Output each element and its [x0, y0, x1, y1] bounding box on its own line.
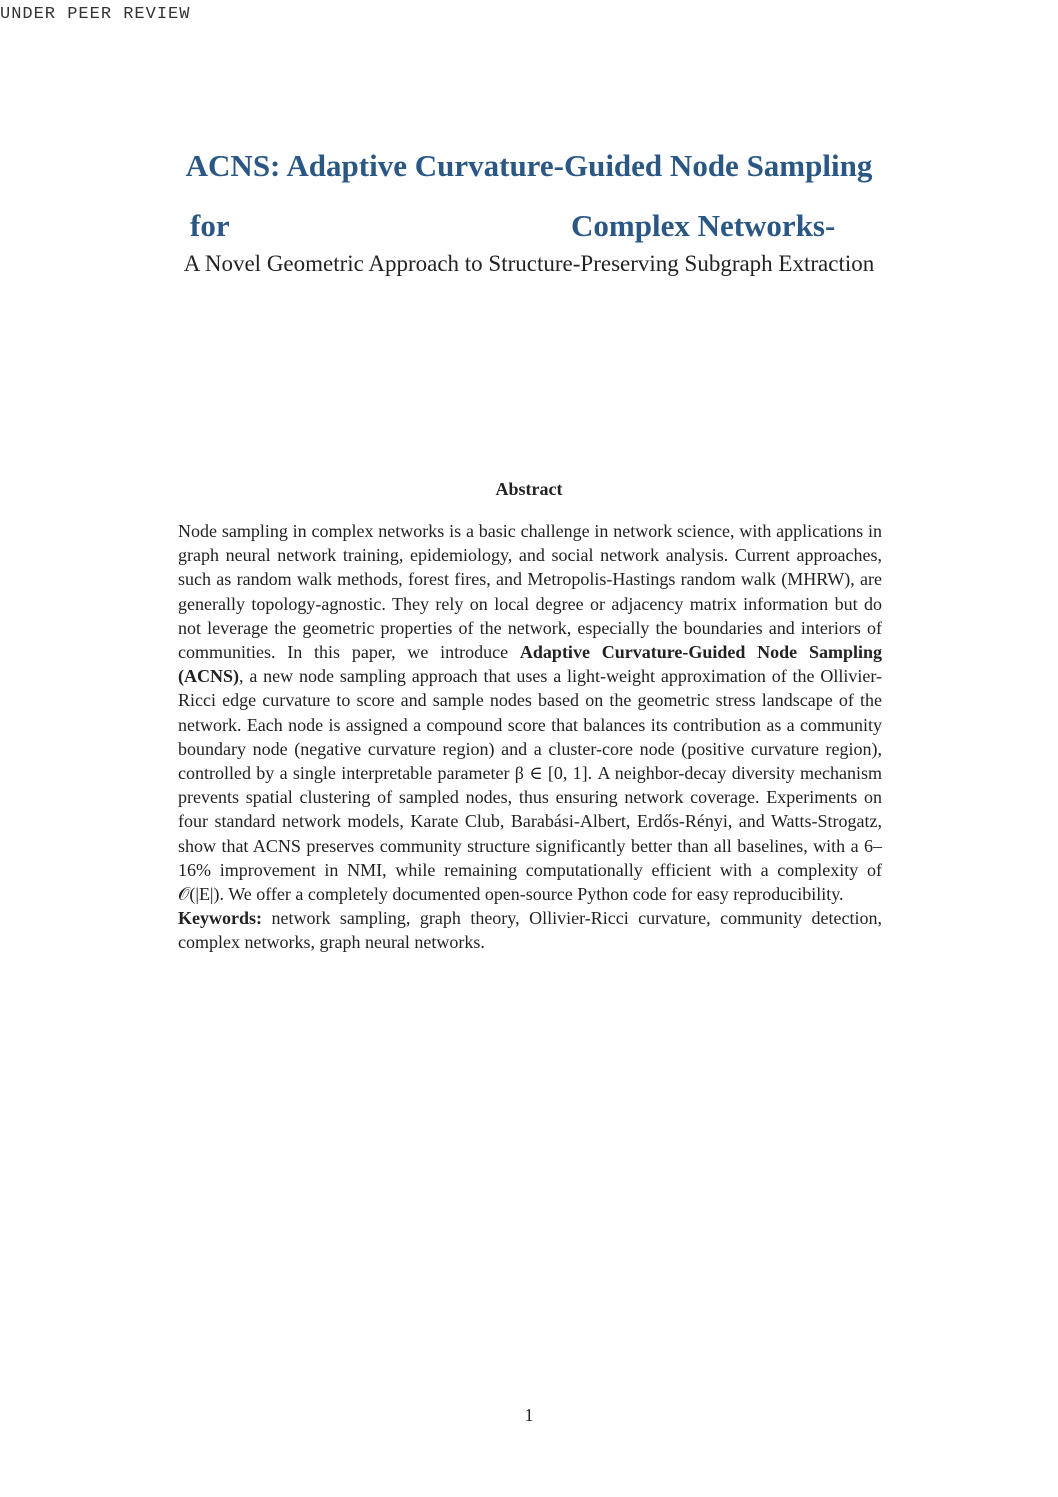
- abstract-heading: Abstract: [495, 479, 563, 499]
- abstract-text-part1: Node sampling in complex networks is a basic challenge in network science, with applications in graph neural network training, epidemiology, and social network analysis. Current approaches, such as random walk methods, forest fires, and Metropolis-Hastings random walk (MHRW), are generally topology-agnostic. They rely on local degree or adjacency matrix information but do not leverage the geometric properties of the network, especially the boundaries and interiors of communities. In this paper, we introduce: [178, 521, 882, 663]
- paper-title-line2-left: for: [190, 208, 230, 243]
- paper-title-line2-right: Complex Networks-: [571, 208, 836, 243]
- keywords-paragraph: [178, 906, 882, 954]
- keywords-label: Keywords:: [178, 908, 262, 929]
- abstract-body: [178, 519, 882, 955]
- review-watermark: UNDER PEER REVIEW: [0, 5, 191, 24]
- page-number: 1: [524, 1405, 534, 1425]
- abstract-bold-term: Adaptive Curvature-Guided Node Sampling (ACNS): [178, 642, 882, 687]
- abstract-text-part2: , a new node sampling approach that uses a light-weight approximation of the Ollivier-Ricci edge curvature to score and sample nodes based on the geometric stress landscape of the network. Each node is assigned a compound score that balances its contribution as a community boundary node (negative curvature region) and a cluster-core node (positive curvature region), controlled by a single interpretable parameter β ∈ [0, 1]. A neighbor-decay diversity mechanism prevents spatial clustering of sampled nodes, thus ensuring network coverage. Experiments on four standard network models, Karate Club, Barabási-Albert, Erdős-Rényi, and Watts-Strogatz, show that ACNS preserves community structure significantly better than all baselines, with a 6–16% improvement in NMI, while remaining computationally efficient with a complexity of 𝒪(|E|). We offer a completely documented open-source Python code for easy reproducibility.: [178, 666, 882, 905]
- paper-title-line1: ACNS: Adaptive Curvature-Guided Node Sampling: [185, 148, 873, 183]
- keywords-text: network sampling, graph theory, Ollivier-Ricci curvature, community detection, complex networks, graph neural networks.: [178, 908, 883, 953]
- abstract-paragraph: [178, 519, 882, 906]
- paper-subtitle: A Novel Geometric Approach to Structure-Preserving Subgraph Extraction: [183, 251, 875, 276]
